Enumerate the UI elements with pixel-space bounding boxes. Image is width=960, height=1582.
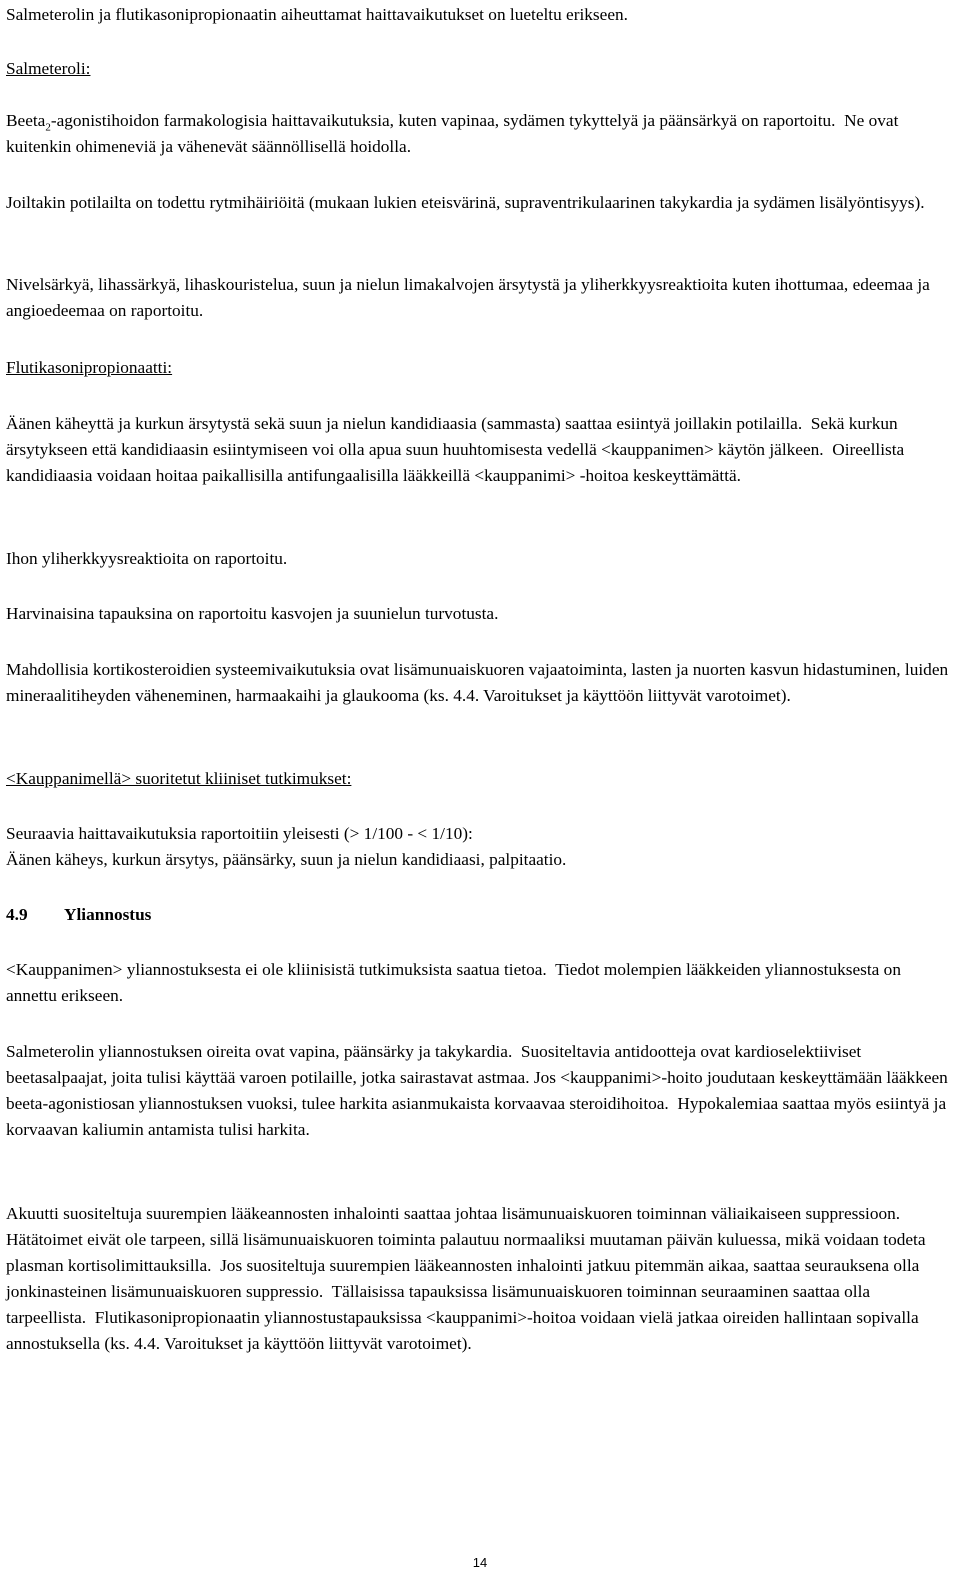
overdose-paragraph-3 (6, 1201, 956, 1357)
text-sentence-2: Ne ovat kuitenkin ohimeneviä ja vähenevät säännöllisellä hoidolla. (6, 111, 899, 156)
fluticasone-paragraph-4: Mahdollisia kortikosteroidien systeemivaikutuksia ovat lisämunuaiskuoren vajaatoiminta, lasten ja nuorten kasvun hidastuminen, luiden mineraalitiheyden väheneminen, harmaakaihi ja glaukooma (ks. 4.4. Varoitukset ja käyttöön liittyvät varotoimet). (6, 660, 949, 705)
overdose-p2-s1: Salmeterolin yliannostuksen oireita ovat vapina, päänsärky ja takykardia. (6, 1042, 513, 1061)
trials-line-1: Seuraavia haittavaikutuksia raportoitiin yleisesti (> 1/100 - < 1/10): (6, 824, 473, 843)
trials-line-2: Äänen käheys, kurkun ärsytys, päänsärky, suun ja nielun kandidiaasi, palpitaatio. (6, 850, 567, 869)
overdose-p1-s2: Tiedot molempien lääkkeiden yliannostuksesta on annettu erikseen. (6, 960, 901, 1005)
overdose-p2-s2: Suositeltavia antidootteja ovat kardioselektiiviset beetasalpaajat, joita tulisi käyttää varoen potilaille, jotka sairastavat astmaa. (6, 1042, 862, 1087)
fluticasone-paragraph-1 (6, 411, 956, 489)
fluticasone-heading: Flutikasonipropionaatti: (6, 358, 173, 377)
fluticasone-p1-s1: Äänen käheyttä ja kurkun ärsytystä sekä suun ja nielun kandidiaasia (sammasta) saattaa esiintyä joillakin potilailla. (6, 414, 803, 433)
section-title: Yliannostus (64, 905, 152, 924)
overdose-paragraph-2 (6, 1039, 956, 1143)
trials-heading: <Kauppanimellä> suoritetut kliiniset tutkimukset: (6, 769, 352, 788)
overdose-p3-s1: Akuutti suositeltuja suurempien lääkeannosten inhalointi saattaa johtaa lisämunuaiskuoren toiminnan väliaikaiseen suppressioon. (6, 1204, 901, 1223)
salmeterol-paragraph-2: Joiltakin potilailta on todettu rytmihäiriöitä (mukaan lukien eteisvärinä, supraventrikulaarinen takykardia ja sydämen lisälyöntisyys). (6, 193, 925, 212)
section-heading-4-9 (6, 902, 956, 928)
text-beeta: Beeta (6, 111, 46, 130)
fluticasone-p1-s2: Sekä kurkun ärsytykseen että kandidiaasin esiintymiseen voi olla apua suun huuhtomisesta vedellä <kauppanimen> käytön jälkeen. (6, 414, 898, 459)
overdose-p1-s1: <Kauppanimen> yliannostuksesta ei ole kliinisistä tutkimuksista saatua tietoa. (6, 960, 547, 979)
salmeterol-heading: Salmeteroli: (6, 59, 91, 78)
overdose-p3-s4: Tällaisissa tapauksissa lisämunuaiskuoren toiminnan seuraaminen saattaa olla tarpeellista. (6, 1282, 871, 1327)
fluticasone-paragraph-2: Ihon yliherkkyysreaktioita on raportoitu. (6, 549, 288, 568)
overdose-p3-s3: Jos suositeltuja suurempien lääkeannosten inhalointi jatkuu pitemmän aikaa, saattaa seurauksena olla jonkinasteinen lisämunuaiskuoren suppressio. (6, 1256, 920, 1301)
fluticasone-p1-s3: Oireellista kandidiaasia voidaan hoitaa paikallisilla antifungaalisilla lääkkeillä <kauppanimi> -hoitoa keskeyttämättä. (6, 440, 905, 485)
section-number: 4.9 (6, 905, 28, 924)
salmeterol-paragraph-3: Nivelsärkyä, lihassärkyä, lihaskouristelua, suun ja nielun limakalvojen ärsytystä ja yliherkkyysreaktioita kuten ihottumaa, edeemaa ja angioedeemaa on raportoitu. (6, 275, 930, 320)
overdose-p2-s3: Jos <kauppanimi>-hoito joudutaan keskeyttämään lääkkeen beeta-agonistiosan yliannostuksen vuoksi, tulee harkita asianmukaista korvaavaa steroidihoitoa. (6, 1068, 948, 1113)
overdose-p3-s2: Hätätoimet eivät ole tarpeen, sillä lisämunuaiskuoren toiminta palautuu normaaliksi muutaman päivän kuluessa, mikä voidaan todeta plasman kortisolimittauksilla. (6, 1230, 926, 1275)
overdose-p3-s5: Flutikasonipropionaatin yliannostustapauksissa <kauppanimi>-hoitoa voidaan vielä jatkaa oireiden hallintaan sopivalla annostuksella (ks. 4.4. Varoitukset ja käyttöön liittyvät varotoimet). (6, 1308, 919, 1353)
overdose-paragraph-1 (6, 957, 956, 1009)
subscript-2: 2 (45, 121, 51, 134)
fluticasone-paragraph-3: Harvinaisina tapauksina on raportoitu kasvojen ja suunielun turvotusta. (6, 604, 499, 623)
page-number: 14 (472, 1555, 488, 1570)
salmeterol-paragraph-1 (6, 108, 956, 160)
intro-paragraph: Salmeterolin ja flutikasonipropionaatin aiheuttamat haittavaikutukset on lueteltu erikseen. (6, 5, 628, 24)
overdose-p2-s4: Hypokalemiaa saattaa myös esiintyä ja korvaavan kaliumin antamista tulisi harkita. (6, 1094, 947, 1139)
text-agonist: -agonistihoidon farmakologisia haittavaikutuksia, kuten vapinaa, sydämen tykyttelyä ja päänsärkyä on raportoitu. (50, 111, 836, 130)
